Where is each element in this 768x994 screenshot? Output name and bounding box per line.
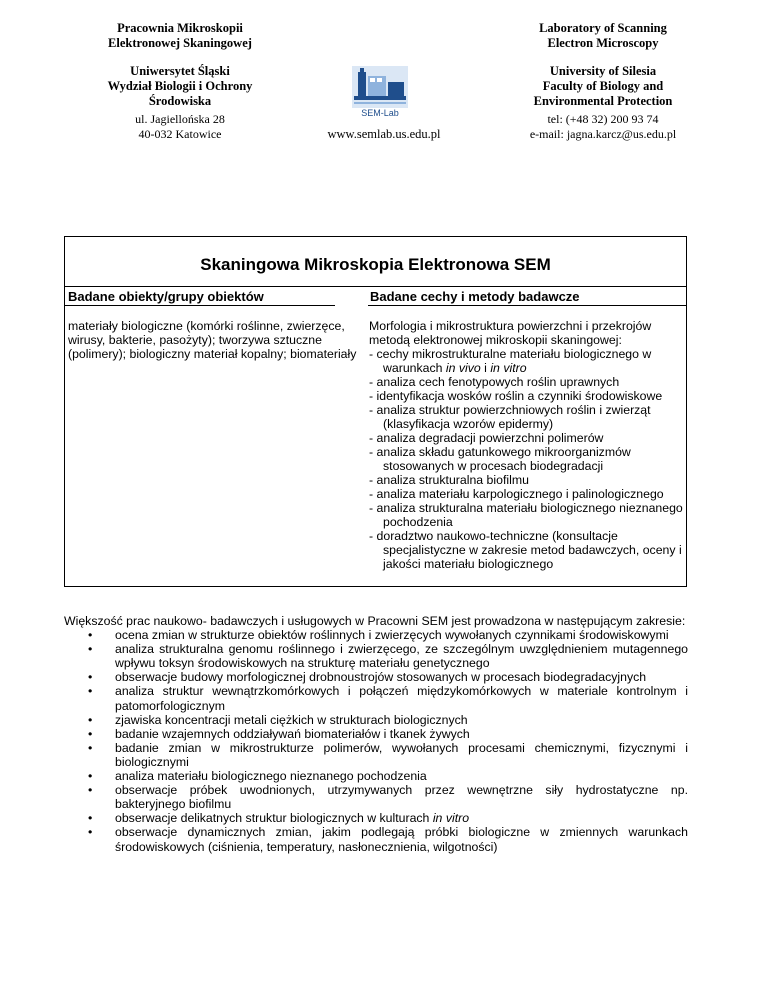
methods-list-item: - analiza cech fenotypowych roślin uprawnych	[369, 375, 620, 389]
list-item-text: obserwacje delikatnych struktur biologicznych w kulturach	[115, 811, 433, 826]
list-item-text: obserwacje próbek uwodnionych, utrzymywanych przez wewnętrzne siły hydrostatyczne np. bakteryjnego biofilmu	[115, 783, 688, 812]
bullet-icon: •	[88, 783, 93, 798]
website-link[interactable]: www.semlab.us.edu.pl	[327, 127, 441, 141]
header-right-org-line2: Faculty of Biology and	[542, 79, 664, 93]
bullet-icon: •	[88, 712, 93, 727]
bullet-icon: •	[88, 642, 93, 657]
methods-item-text: - cechy mikrostrukturalne materiału biologicznego w warunkach	[369, 347, 652, 375]
methods-cell	[369, 319, 685, 571]
research-scope-section	[64, 614, 688, 854]
header-left-addr-line1: ul. Jagiellońska 28	[135, 112, 225, 126]
bullet-icon: •	[88, 825, 93, 840]
methods-table	[64, 236, 687, 587]
header-lab-name-pl	[70, 21, 290, 51]
list-item-italic: in vitro	[432, 811, 470, 826]
header-left-title-line2: Elektronowej Skaningowej	[108, 36, 252, 50]
header-right-email[interactable]: e-mail: jagna.karcz@us.edu.pl	[529, 127, 677, 141]
list-item-text: analiza strukturalna genomu roślinnego i zwierzęcego, ze szczególnym uwzględnieniem mutagennego wpływu toksyn środowiskowych na strukturę materiału genetycznego	[115, 642, 688, 671]
column-header-objects: Badane obiekty/grupy obiektów	[68, 289, 264, 304]
column-header-underline	[65, 305, 335, 306]
methods-list-item: - analiza składu gatunkowego mikroorganizmów stosowanych w procesach biodegradacji	[369, 445, 631, 473]
header-right-title-line2: Electron Microscopy	[547, 36, 659, 50]
bullet-icon: •	[88, 684, 93, 699]
bullet-icon: •	[88, 769, 93, 784]
header-right-org-line1: University of Silesia	[549, 64, 657, 78]
list-item	[64, 727, 688, 741]
bullet-icon: •	[88, 740, 93, 755]
list-item-text: obserwacje dynamicznych zmian, jakim podlegają próbki biologiczne w zmiennych warunkach środowiskowych (ciśnienia, temperatury, nasłonecznienia, wilgotności)	[115, 825, 688, 854]
list-item	[64, 670, 688, 684]
methods-list-item: - doradztwo naukowo-techniczne (konsultacje specjalistyczne w zakresie metod badawczych, oceny i jakości materiału biologicznego	[369, 529, 682, 571]
header-left-title-line1: Pracownia Mikroskopii	[117, 21, 243, 35]
methods-item-text: i	[480, 361, 491, 375]
column-header-methods: Badane cechy i metody badawcze	[370, 289, 580, 304]
methods-list-item: - analiza strukturalna biofilmu	[369, 473, 529, 487]
methods-item-italic: in vivo	[445, 361, 481, 375]
list-item	[64, 628, 688, 642]
scope-intro: Większość prac naukowo- badawczych i usługowych w Pracowni SEM jest prowadzona w następującym zakresie:	[64, 614, 686, 628]
header-left-org-line2: Wydział Biologii i Ochrony	[107, 79, 253, 93]
methods-list-item: - analiza degradacji powierzchni polimerów	[369, 431, 604, 445]
list-item	[64, 684, 688, 712]
list-item	[64, 741, 688, 769]
table-divider	[65, 286, 686, 287]
column-header-underline	[368, 305, 687, 306]
methods-item-italic: in vitro	[490, 361, 527, 375]
list-item-text: badanie zmian w mikrostrukturze polimerów, wywołanych procesami chemicznymi, fizycznymi i biologicznymi	[115, 740, 688, 769]
table-title: Skaningowa Mikroskopia Elektronowa SEM	[200, 255, 551, 274]
header-left-addr-line2: 40-032 Katowice	[138, 127, 222, 141]
sem-lab-logo	[348, 64, 412, 122]
header-left-org-line3: Środowiska	[148, 94, 212, 108]
list-item	[64, 642, 688, 670]
methods-list-item: - analiza strukturalna materiału biologicznego nieznanego pochodzenia	[369, 501, 683, 529]
methods-list-item: - identyfikacja wosków roślin a czynniki środowiskowe	[369, 389, 663, 403]
bullet-icon: •	[88, 670, 93, 685]
list-item	[64, 811, 688, 825]
list-item	[64, 783, 688, 811]
bullet-icon: •	[88, 811, 93, 826]
methods-list-item: - analiza materiału karpologicznego i palinologicznego	[369, 487, 664, 501]
list-item-text: analiza materiału biologicznego nieznanego pochodzenia	[115, 769, 427, 784]
objects-cell: materiały biologiczne (komórki roślinne, zwierzęce, wirusy, bakterie, pasożyty); tworzywa sztuczne (polimery); biologiczny materiał kopalny; biomateriały	[68, 319, 357, 361]
list-item-text: obserwacje budowy morfologicznej drobnoustrojów stosowanych w procesach biodegradacyjnych	[115, 670, 647, 685]
bullet-icon: •	[88, 628, 93, 643]
scope-list	[64, 628, 688, 854]
header-right-tel: tel: (+48 32) 200 93 74	[547, 112, 659, 126]
methods-list-item: - analiza struktur powierzchniowych roślin i zwierząt (klasyfikacja wzorów epidermy)	[369, 403, 651, 431]
list-item	[64, 713, 688, 727]
methods-intro: Morfologia i mikrostruktura powierzchni i przekrojów metodą elektronowej mikroskopii skaningowej:	[369, 319, 652, 347]
list-item-text: ocena zmian w strukturze obiektów roślinnych i zwierzęcych wywołanych czynnikami środowiskowymi	[115, 628, 669, 643]
header-lab-name-en	[488, 21, 718, 51]
list-item-text: zjawiska koncentracji metali ciężkich w strukturach biologicznych	[115, 712, 468, 727]
list-item	[64, 769, 688, 783]
bullet-icon: •	[88, 726, 93, 741]
header-right-title-line1: Laboratory of Scanning	[539, 21, 667, 35]
header-right-org-line3: Environmental Protection	[533, 94, 673, 108]
list-item-text: analiza struktur wewnątrzkomórkowych i połączeń międzykomórkowych w materiale kontrolnym i patomorfologicznym	[115, 684, 688, 713]
methods-list-item	[369, 347, 685, 375]
logo-caption: SEM-Lab	[361, 108, 399, 118]
list-item	[64, 825, 688, 853]
list-item-text: badanie wzajemnych oddziaływań biomateriałów i tkanek żywych	[115, 726, 470, 741]
header-left-org-line1: Uniwersytet Śląski	[130, 64, 230, 78]
